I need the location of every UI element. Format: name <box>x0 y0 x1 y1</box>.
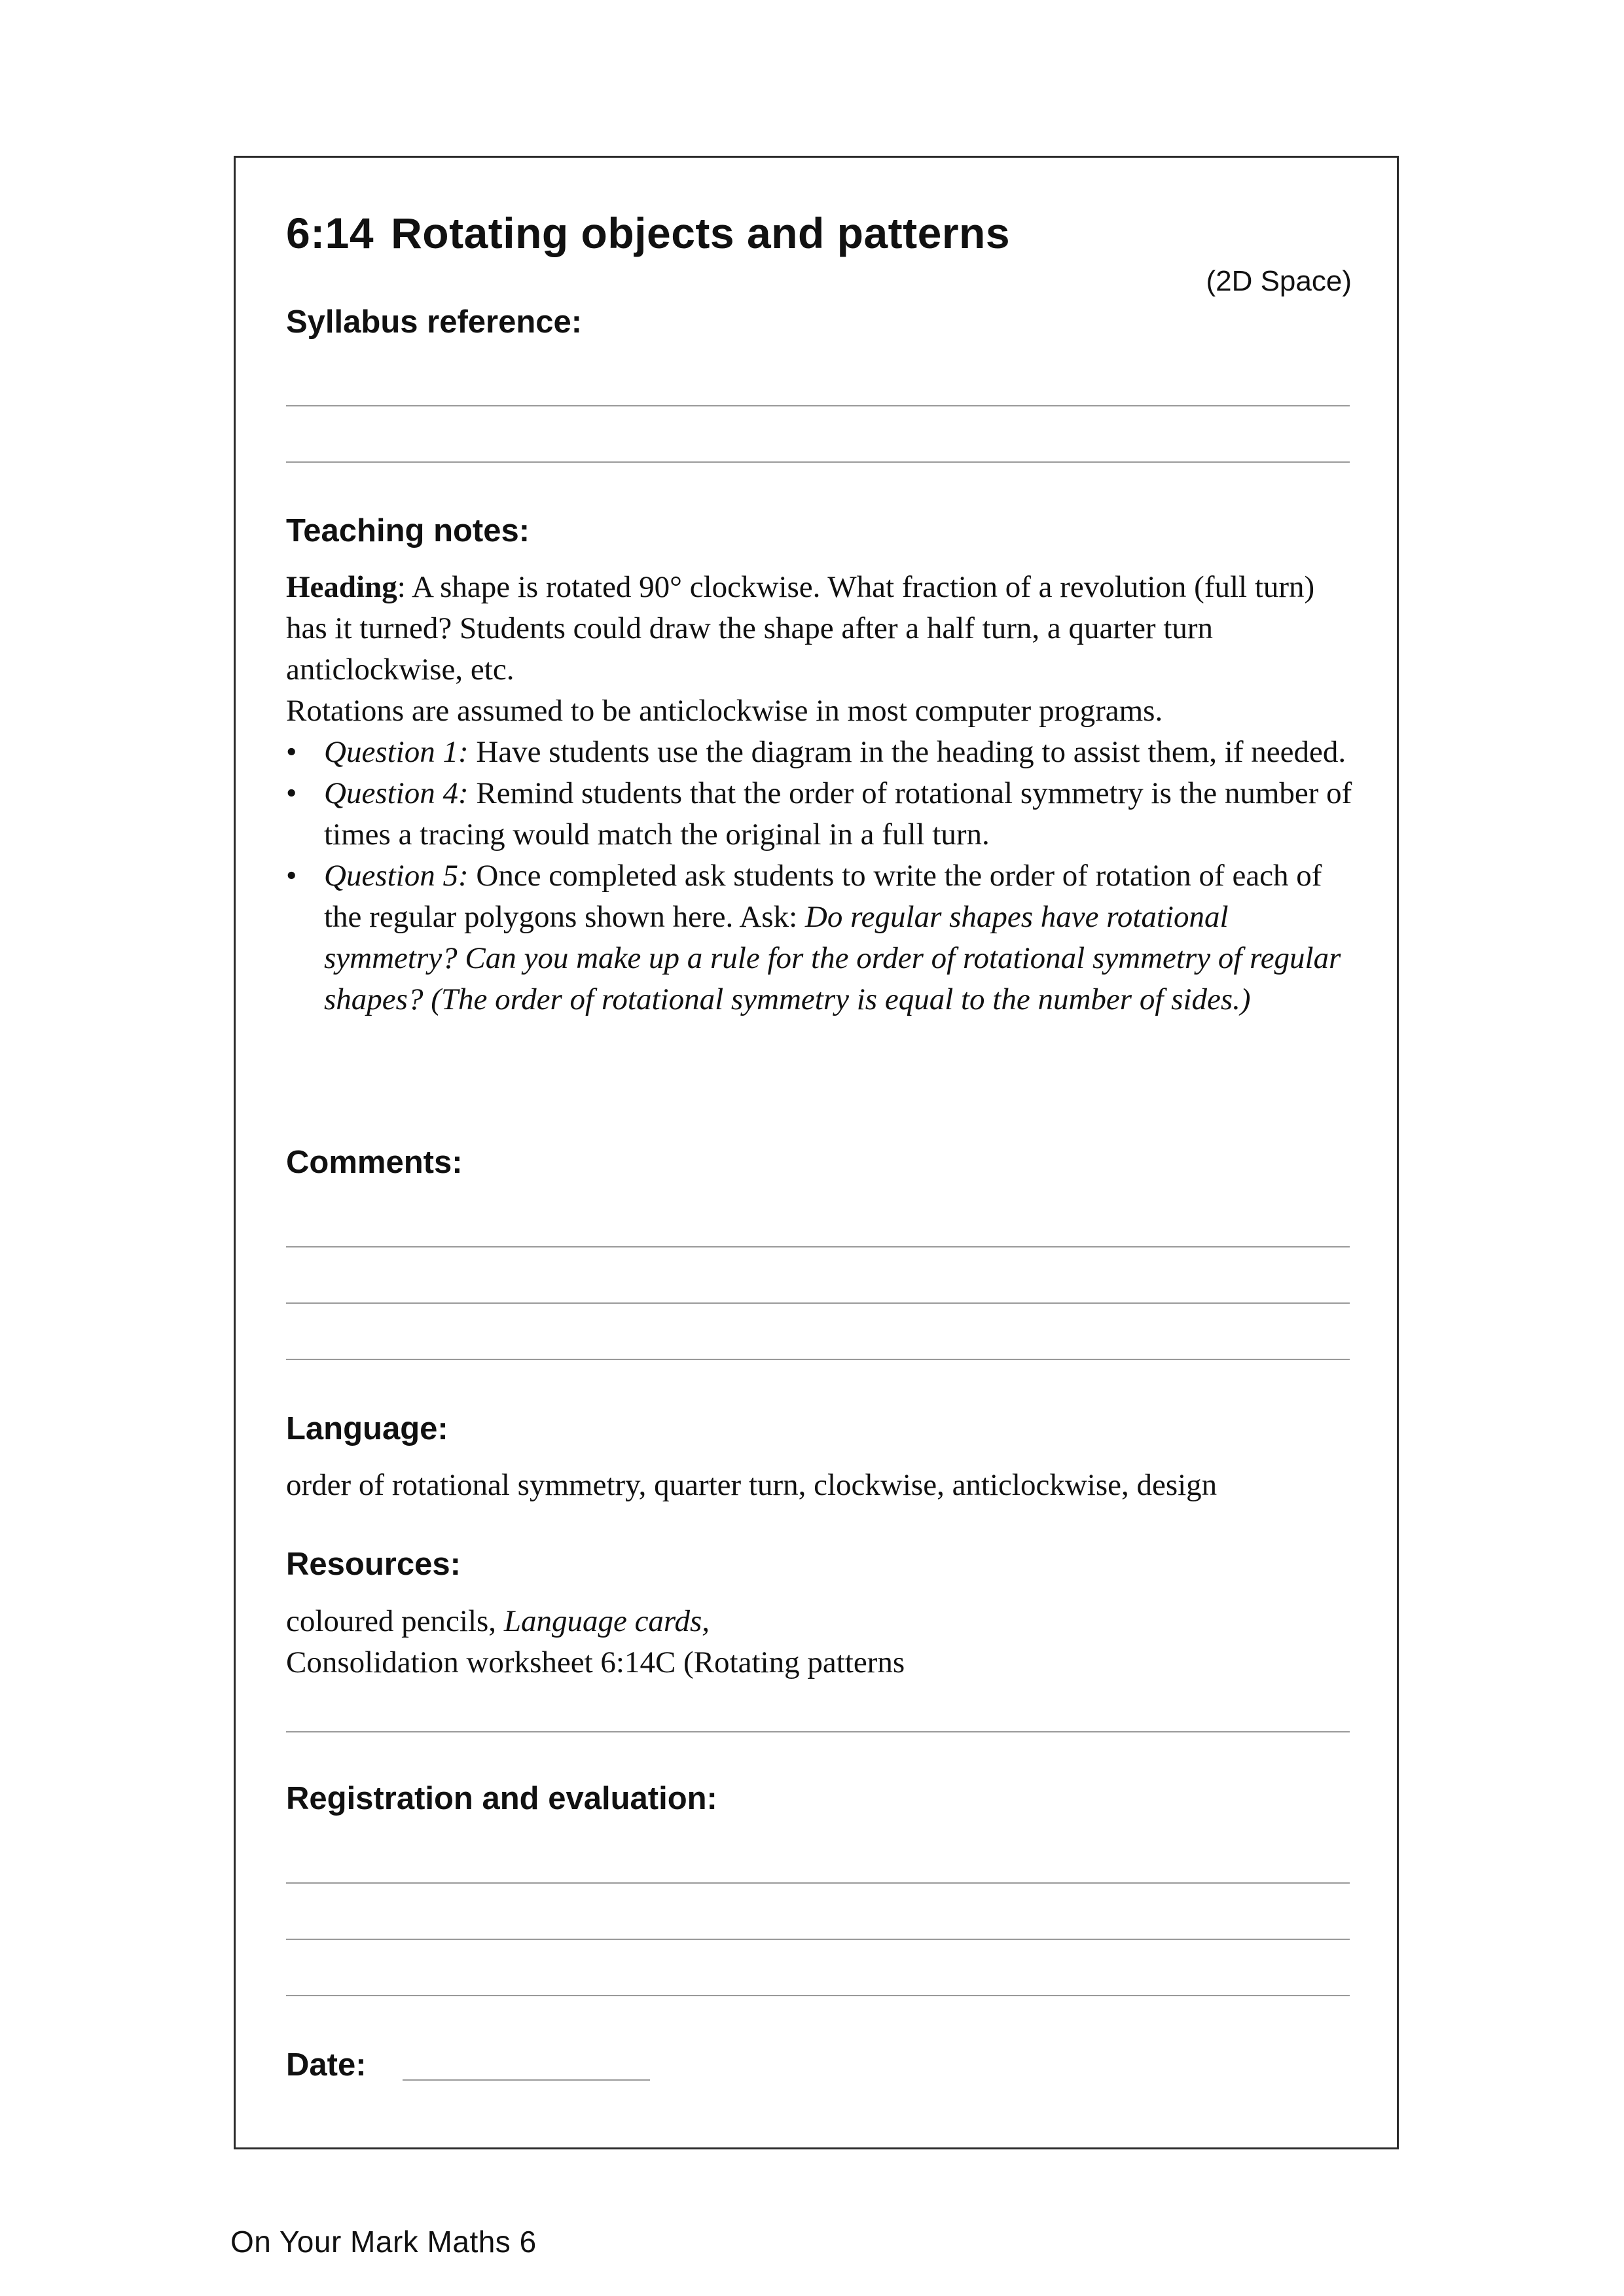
language-heading: Language: <box>286 1411 448 1446</box>
comments-line[interactable] <box>286 1246 1350 1247</box>
teaching-notes-body <box>286 567 1360 1020</box>
bullet-text: Remind students that the order of rotational symmetry is the number of times a tracing would match the original in a full turn. <box>324 776 1352 852</box>
bullet-label: Question 1: <box>324 735 469 769</box>
intro-bold: Heading <box>286 570 397 604</box>
bullet-text: Once completed ask students to write the order of rotation of each of the regular polygons shown here. Ask: <box>324 859 1322 934</box>
bullet-label: Question 5: <box>324 859 469 893</box>
teaching-notes-bullets <box>286 732 1360 1020</box>
teaching-notes-heading: Teaching notes: <box>286 513 530 548</box>
resources-plain: coloured pencils, <box>286 1604 504 1638</box>
section-number: 6:14 <box>286 209 374 257</box>
comments-line[interactable] <box>286 1359 1350 1360</box>
page-title <box>286 208 1010 258</box>
registration-line[interactable] <box>286 1939 1350 1940</box>
resources-body <box>286 1601 1360 1683</box>
bullet-italic-text: Do regular shapes have rotational symmetry? Can you make up a rule for the order of rotational symmetry of regular shapes? (The order of rotational symmetry is equal to the number of sides.) <box>324 900 1341 1016</box>
registration-line[interactable] <box>286 1882 1350 1884</box>
bullet-text: Have students use the diagram in the heading to assist them, if needed. <box>468 735 1346 769</box>
syllabus-heading: Syllabus reference: <box>286 304 583 340</box>
resources-line-blank[interactable] <box>286 1731 1350 1732</box>
syllabus-line[interactable] <box>286 405 1350 406</box>
intro-text: : A shape is rotated 90° clockwise. What fraction of a revolution (full turn) has it turned? Students could draw the shape after a half turn, a quarter turn anticlockwise, etc. <box>286 570 1315 687</box>
footer-text: On Your Mark Maths 6 <box>230 2225 537 2259</box>
registration-line[interactable] <box>286 1995 1350 1996</box>
resources-italic: Language cards, <box>503 1604 710 1638</box>
resources-line <box>286 1601 1360 1642</box>
teaching-notes-intro <box>286 567 1360 691</box>
strand-label: (2D Space) <box>1206 265 1352 297</box>
date-label: Date: <box>286 2047 367 2083</box>
bullet-icon: • <box>286 735 297 769</box>
title-text: Rotating objects and patterns <box>391 209 1011 257</box>
comments-heading: Comments: <box>286 1145 463 1180</box>
bullet-label: Question 4: <box>324 776 469 810</box>
comments-line[interactable] <box>286 1302 1350 1304</box>
bullet-item <box>286 855 1360 1020</box>
language-text: order of rotational symmetry, quarter turn, clockwise, anticlockwise, design <box>286 1468 1218 1502</box>
resources-heading: Resources: <box>286 1547 461 1582</box>
resources-line: Consolidation worksheet 6:14C (Rotating patterns <box>286 1645 905 1679</box>
teaching-notes-line: Rotations are assumed to be anticlockwise in most computer programs. <box>286 694 1163 728</box>
syllabus-line[interactable] <box>286 461 1350 463</box>
bullet-item <box>286 773 1360 855</box>
date-field-line[interactable] <box>403 2079 650 2081</box>
registration-heading: Registration and evaluation: <box>286 1781 717 1816</box>
bullet-item <box>286 732 1360 773</box>
bullet-icon: • <box>286 776 297 810</box>
bullet-icon: • <box>286 859 297 893</box>
